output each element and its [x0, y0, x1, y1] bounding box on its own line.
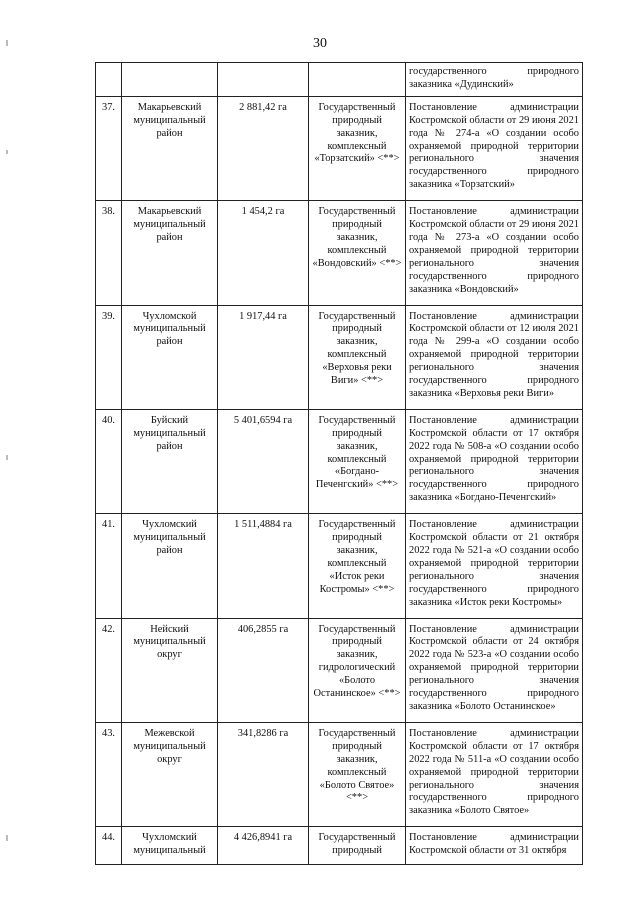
- table-row: [96, 618, 583, 722]
- area-cell: 1 917,44 га: [218, 305, 309, 409]
- scan-edge-mark: [6, 455, 8, 460]
- row-number: 40.: [96, 409, 122, 513]
- area-cell: [218, 63, 309, 97]
- category-cell: Государственный природный заказник, комплексный «Верховья реки Виги» <**>: [309, 305, 406, 409]
- district-cell: Макарьевский муниципальный район: [122, 201, 218, 305]
- scan-edge-mark: [6, 40, 8, 46]
- row-number: 41.: [96, 514, 122, 618]
- table-row: [96, 63, 583, 97]
- table-row: [96, 409, 583, 513]
- area-cell: 4 426,8941 га: [218, 827, 309, 865]
- scan-edge-mark: [6, 835, 8, 841]
- row-number: 42.: [96, 618, 122, 722]
- area-cell: 1 454,2 га: [218, 201, 309, 305]
- legal-basis-cell: Постановление администрации Костромской области от 31 октября: [406, 827, 583, 865]
- legal-basis-cell: государственного природного заказника «Дудинский»: [406, 63, 583, 97]
- district-cell: Буйский муниципальный район: [122, 409, 218, 513]
- category-cell: Государственный природный заказник, комплексный «Торзатский» <**>: [309, 96, 406, 200]
- district-cell: Межевской муниципальный округ: [122, 722, 218, 826]
- table-row: [96, 722, 583, 826]
- row-number: 39.: [96, 305, 122, 409]
- district-cell: Макарьевский муниципальный район: [122, 96, 218, 200]
- table-row: [96, 827, 583, 865]
- table-row: [96, 96, 583, 200]
- legal-basis-cell: Постановление администрации Костромской области от 21 октября 2022 года № 521-а «О создании особо охраняемой природной территории регионального значения государственного природного заказника «Исток реки Костромы»: [406, 514, 583, 618]
- area-cell: 341,8286 га: [218, 722, 309, 826]
- legal-basis-cell: Постановление администрации Костромской области от 29 июня 2021 года № 274-а «О создании особо охраняемой природной территории регионального значения государственного природного заказника «Торзатский»: [406, 96, 583, 200]
- area-cell: 2 881,42 га: [218, 96, 309, 200]
- scan-edge-mark: [6, 150, 8, 154]
- legal-basis-cell: Постановление администрации Костромской области от 12 июля 2021 года № 299-а «О создании особо охраняемой природной территории регионального значения государственного природного заказника «Верховья реки Виги»: [406, 305, 583, 409]
- category-cell: [309, 63, 406, 97]
- table-row: [96, 305, 583, 409]
- district-cell: Чухломской муниципальный район: [122, 305, 218, 409]
- page-number: 30: [313, 36, 327, 51]
- category-cell: Государственный природный заказник, гидрологический «Болото Останинское» <**>: [309, 618, 406, 722]
- table-row: [96, 514, 583, 618]
- legal-basis-cell: Постановление администрации Костромской области от 17 октября 2022 года № 508-а «О создании особо охраняемой природной территории регионального значения государственного природного заказника «Богдано-Печенгский»: [406, 409, 583, 513]
- legal-basis-cell: Постановление администрации Костромской области от 29 июня 2021 года № 273-а «О создании особо охраняемой природной территории регионального значения государственного природного заказника «Вондовский»: [406, 201, 583, 305]
- legal-basis-cell: Постановление администрации Костромской области от 24 октября 2022 года № 523-а «О создании особо охраняемой природной территории регионального значения государственного природного заказника «Болото Останинское»: [406, 618, 583, 722]
- area-cell: 406,2855 га: [218, 618, 309, 722]
- legal-basis-cell: Постановление администрации Костромской области от 17 октября 2022 года № 511-а «О создании особо охраняемой природной территории регионального значения государственного природного заказника «Болото Святое»: [406, 722, 583, 826]
- row-number: 38.: [96, 201, 122, 305]
- row-number: [96, 63, 122, 97]
- category-cell: Государственный природный заказник, комплексный «Вондовский» <**>: [309, 201, 406, 305]
- protected-areas-table: [95, 62, 583, 865]
- district-cell: Нейский муниципальный округ: [122, 618, 218, 722]
- district-cell: [122, 63, 218, 97]
- category-cell: Государственный природный заказник, комплексный «Исток реки Костромы» <**>: [309, 514, 406, 618]
- row-number: 43.: [96, 722, 122, 826]
- table-row: [96, 201, 583, 305]
- category-cell: Государственный природный заказник, комплексный «Богдано-Печенгский» <**>: [309, 409, 406, 513]
- district-cell: Чухломский муниципальный район: [122, 514, 218, 618]
- area-cell: 1 511,4884 га: [218, 514, 309, 618]
- district-cell: Чухломский муниципальный: [122, 827, 218, 865]
- row-number: 44.: [96, 827, 122, 865]
- area-cell: 5 401,6594 га: [218, 409, 309, 513]
- row-number: 37.: [96, 96, 122, 200]
- category-cell: Государственный природный заказник, комплексный «Болото Святое» <**>: [309, 722, 406, 826]
- category-cell: Государственный природный: [309, 827, 406, 865]
